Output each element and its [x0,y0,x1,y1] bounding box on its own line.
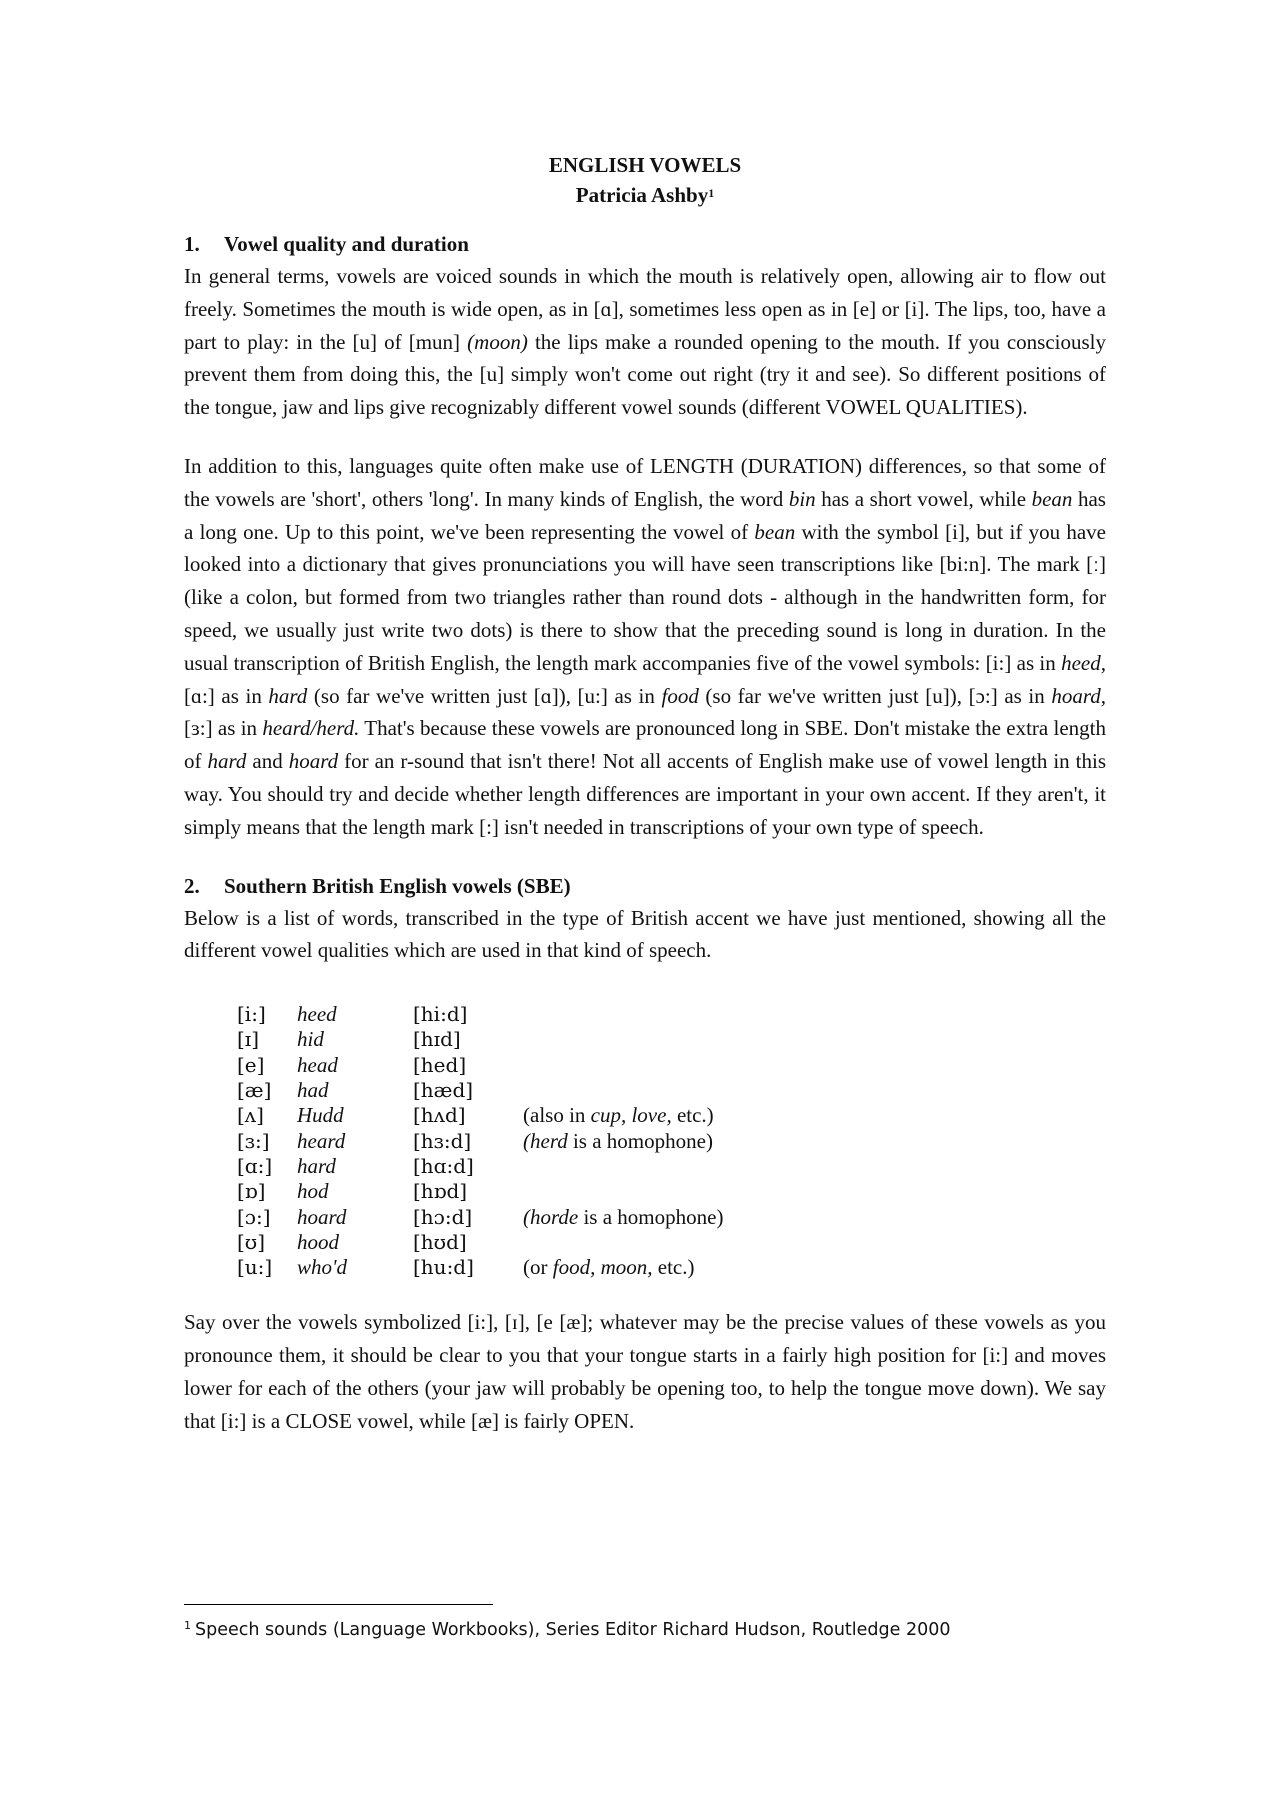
text-run: (or [523,1255,553,1280]
text-run: etc.) [652,1255,695,1280]
text-run: [ɜ:] as in [184,716,263,741]
section-1-number: 1. [184,232,200,256]
section-1-heading [184,228,1106,260]
text-run: (also in [523,1103,591,1128]
vowel-symbol: [ɔ:] [237,1204,271,1229]
text-run: is a homophone) [578,1204,724,1229]
vowel-note [523,1154,723,1179]
vowel-note [523,1053,723,1078]
transcription: [hʌd] [413,1103,466,1128]
text-run: the lips make a rounded opening to the mouth. If you consciously prevent them from doing this, the [u] simply won't come out right (try it and see). So different positions of the tongue, jaw and lips give recognizably different vowel sounds (different VOWEL QUALITIES). [184,329,1106,420]
vowel-note [523,1255,723,1280]
vowel-row [237,1230,723,1255]
vowel-note [523,1103,723,1128]
italic-run: hard [268,683,308,708]
vowel-symbol: [e] [237,1052,265,1077]
vowel-row [237,1129,723,1154]
italic-run: hoard, [1051,683,1106,708]
text-run: [ɑ:] as in [184,683,269,708]
vowel-note [523,1205,723,1230]
vowel-note [523,1027,723,1052]
section-2-intro: Below is a list of words, transcribed in the type of British accent we have just mentioned, showing all the different vowel qualities which are used in that kind of speech. [184,905,1106,963]
section-1-paragraph-2 [184,450,1106,844]
section-2-number: 2. [184,873,200,898]
transcription: [hi:d] [413,1002,468,1027]
example-word: head [297,1052,338,1077]
text-run: with the symbol [i], but if you have looked into a dictionary that gives pronunciations you will have seen transcriptions like [bi:n]. The mark [ː] (like a colon, but formed from two triangles rather than round dots - although in the handwritten form, for speed, we usually just write two dots) is there to show that the preceding sound is long in duration. In the usual transcription of British English, the length mark accompanies five of the vowel symbols: [i:] as in [184,519,1106,675]
vowel-note [523,1002,723,1027]
example-word: heed [297,1002,337,1027]
footnote-number: 1 [184,1619,191,1632]
transcription: [hɔ:d] [413,1204,473,1229]
document-page [184,150,1106,1438]
example-word: hoard [297,1204,347,1229]
section-1-title: Vowel quality and duration [224,232,469,256]
vowel-row [237,1205,723,1230]
transcription: [hæd] [413,1078,474,1103]
example-word: heard [297,1128,346,1153]
vowel-symbol: [ɒ] [237,1179,266,1204]
footnote-text: Speech sounds (Language Workbooks), Series Editor Richard Hudson, Routledge 2000 [195,1620,951,1640]
example-word: hid [297,1027,324,1052]
example-word: who'd [297,1255,347,1280]
vowel-symbol: [æ] [237,1078,272,1103]
text-run: etc.) [671,1103,714,1128]
author-name: Patricia Ashby [575,183,709,207]
vowel-note [523,1129,723,1154]
italic-run: bin [788,486,816,511]
text-run: That's because these vowels are pronounced long in SBE. Don't mistake the extra length of [184,716,1106,774]
vowel-symbol: [ɪ] [237,1027,260,1052]
transcription: [hed] [413,1052,467,1077]
text-run: In addition to this, languages quite often make use of LENGTH (DURATION) differences, so that some of the vowels are 'short', others 'long'. In many kinds of English, the word [184,453,1106,511]
example-word: Hudd [297,1103,344,1128]
text-run: for an r-sound that isn't there! Not all accents of English make use of vowel length in this way. You should try and decide whether length differences are important in your own accent. If they aren't, it simply means that the length mark [:] isn't needed in transcriptions of your own type of speech. [184,749,1107,839]
transcription: [hɪd] [413,1027,461,1052]
vowel-symbol: [ʌ] [237,1103,264,1128]
vowel-row [237,1179,723,1204]
vowel-symbol: [ʊ] [237,1229,266,1254]
title-text: ENGLISH VOWELS [548,153,742,177]
vowel-note [523,1230,723,1255]
vowel-note [523,1078,723,1103]
section-2-paragraph-after-table: Say over the vowels symbolized [i:], [ɪ], [e [æ]; whatever may be the precise values of these vowels as you pronounce them, it should be clear to you that your tongue starts in a fairly high position for [i:] and moves lower for each of the others (your jaw will probably be opening too, to help the tongue move down). We say that [i:] is a CLOSE vowel, while [æ] is fairly OPEN. [184,1310,1106,1433]
vowel-row [237,1103,723,1128]
vowel-symbol: [ɑ:] [237,1153,273,1178]
vowel-symbol: [i:] [237,1002,266,1027]
italic-run: cup, love, [590,1103,672,1128]
vowel-row [237,1154,723,1179]
italic-run: bean [754,519,796,544]
footnote-divider [184,1604,493,1605]
author-line [184,180,1106,210]
vowel-note [523,1179,723,1204]
vowel-symbol: [u:] [237,1255,273,1280]
italic-run: heed, [1061,650,1106,675]
italic-run: (horde [523,1204,579,1229]
vowel-row [237,1027,723,1052]
text-run: (so far we've written just [u]), [ɔ:] as in [698,683,1052,708]
example-word: hood [297,1229,339,1254]
document-title [184,150,1106,180]
italic-run: hard [207,749,247,774]
example-word: had [297,1078,329,1103]
vowel-symbol: [ɜ:] [237,1128,270,1153]
italic-run: food, moon, [552,1255,653,1280]
footnote [184,1618,951,1642]
italic-run: food [661,683,699,708]
text-run: is a homophone) [567,1128,713,1153]
section-1-paragraph-1 [184,260,1106,424]
italic-run: heard/herd. [262,716,360,741]
vowel-row [237,1053,723,1078]
vowel-row [237,1002,723,1027]
vowel-row [237,1078,723,1103]
example-word: hod [297,1179,329,1204]
transcription: [hɜ:d] [413,1128,472,1153]
italic-run: (moon) [467,329,528,354]
text-run: In general terms, vowels are voiced sounds in which the mouth is relatively open, allowing air to flow out freely. Sometimes the mouth is wide open, as in [ɑ], sometimes less open as in [e] or [i]. The lips, too, have a part to play: in the [u] of [mun] [184,264,1106,354]
transcription: [hʊd] [413,1229,467,1254]
example-word: hard [297,1153,336,1178]
section-2-title: Southern British English vowels (SBE) [224,873,571,898]
section-2-heading [184,870,1106,902]
transcription: [hu:d] [413,1255,474,1280]
transcription: [hɒd] [413,1179,468,1204]
vowel-table [237,1002,723,1280]
italic-run: (herd [523,1128,568,1153]
vowel-row [237,1255,723,1280]
text-run: and [246,749,289,774]
italic-run: bean [1031,486,1073,511]
text-run: has a short vowel, while [815,486,1032,511]
text-run: (so far we've written just [ɑ]), [u:] as in [307,683,662,708]
transcription: [hɑ:d] [413,1153,474,1178]
italic-run: hoard [288,749,339,774]
footnote-ref: 1 [708,186,715,200]
text-run: has a long one. Up to this point, we've been representing the vowel of [184,486,1106,544]
